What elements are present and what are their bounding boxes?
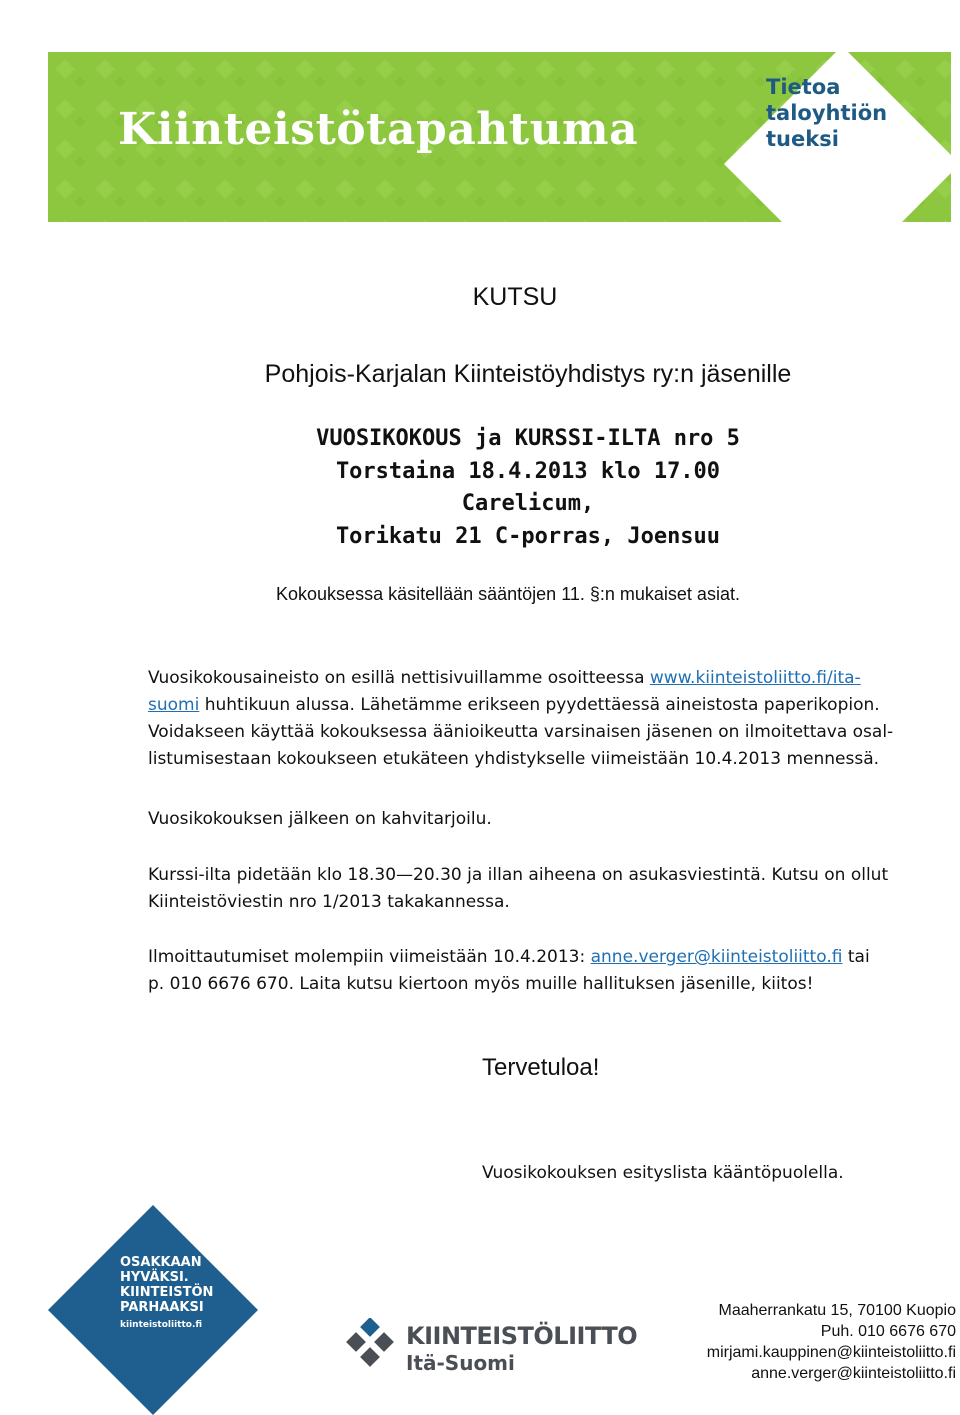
text: tai (842, 947, 870, 967)
agenda-note: Kokouksessa käsitellään sääntöjen 11. §:n mukaiset asiat. (276, 584, 740, 604)
text: Ilmoittautumiset molempiin viimeistään 10.4.2013: (148, 947, 591, 967)
paragraph-line (148, 692, 958, 719)
tagline-line: Tietoa (766, 75, 841, 99)
banner-title: Kiinteistötapahtuma (118, 104, 639, 155)
materials-link-continued[interactable]: suomi (148, 695, 200, 715)
event-banner (48, 52, 951, 222)
paragraph-line (148, 665, 958, 692)
paragraph-line (148, 944, 958, 971)
event-datetime: Torstaina 18.4.2013 klo 17.00 (335, 459, 721, 484)
paragraph-line: Kurssi-ilta pidetään klo 18.30—20.30 ja illan aiheena on asukasviestintä. Kutsu on ollut (148, 865, 889, 885)
contact-info (707, 1300, 956, 1384)
event-address: Torikatu 21 C-porras, Joensuu (335, 524, 721, 549)
contact-phone: Puh. 010 6676 670 (820, 1323, 956, 1340)
slogan-line: KIINTEISTÖN (120, 1285, 214, 1300)
paragraph-line: Vuosikokouksen jälkeen on kahvitarjoilu. (148, 809, 492, 829)
tagline-line: taloyhtiön (766, 101, 888, 125)
slogan-line: HYVÄKSI. (120, 1270, 189, 1285)
agenda-back-note: Vuosikokouksen esityslista kääntöpuolella. (482, 1163, 844, 1183)
welcome-text: Tervetuloa! (482, 1054, 600, 1081)
materials-paragraph (148, 665, 958, 773)
text: huhtikuun alussa. Lähetämme erikseen pyydettäessä aineistosta paperikopion. (199, 695, 880, 715)
tagline-line: tueksi (766, 127, 839, 151)
slogan-text (120, 1255, 213, 1333)
slogan-line: OSAKKAAN (120, 1255, 202, 1270)
coffee-paragraph (148, 806, 958, 833)
event-place: Carelicum, (461, 491, 595, 516)
paragraph-line: Kiinteistöviestin nro 1/2013 takakannessa. (148, 892, 510, 912)
org-name: KIINTEISTÖLIITTO (406, 1322, 638, 1350)
event-name: VUOSIKOKOUS ja KURSSI-ILTA nro 5 (316, 426, 740, 451)
paragraph-line: p. 010 6676 670. Laita kutsu kiertoon myös muille hallituksen jäsenille, kiitos! (148, 974, 814, 994)
text: Vuosikokousaineisto on esillä nettisivuillamme osoitteessa (148, 668, 650, 688)
org-region: Itä-Suomi (406, 1351, 515, 1375)
registration-email-link[interactable]: anne.verger@kiinteistoliitto.fi (590, 947, 843, 967)
kiinteistoliitto-logo-icon (344, 1318, 396, 1370)
registration-paragraph (148, 944, 958, 998)
invitation-heading: KUTSU (472, 283, 558, 311)
materials-link[interactable]: www.kiinteistoliitto.fi/ita- (649, 668, 861, 688)
contact-email: anne.verger@kiinteistoliitto.fi (751, 1365, 956, 1382)
paragraph-line: listumisestaan kokoukseen etukäteen yhdistykselle viimeistään 10.4.2013 mennessä. (148, 749, 880, 769)
slogan-site: kiinteistoliitto.fi (120, 1320, 203, 1330)
contact-address: Maaherrankatu 15, 70100 Kuopio (718, 1302, 956, 1319)
recipients-line: Pohjois-Karjalan Kiinteistöyhdistys ry:n jäsenille (264, 360, 792, 388)
paragraph-line: Voidakseen käyttää kokouksessa äänioikeutta varsinaisen jäsenen on ilmoitettava osal- (148, 722, 894, 742)
slogan-line: PARHAAKSI (120, 1300, 204, 1315)
course-paragraph (148, 862, 958, 916)
contact-email: mirjami.kauppinen@kiinteistoliitto.fi (706, 1344, 956, 1361)
banner-tagline (766, 74, 926, 152)
